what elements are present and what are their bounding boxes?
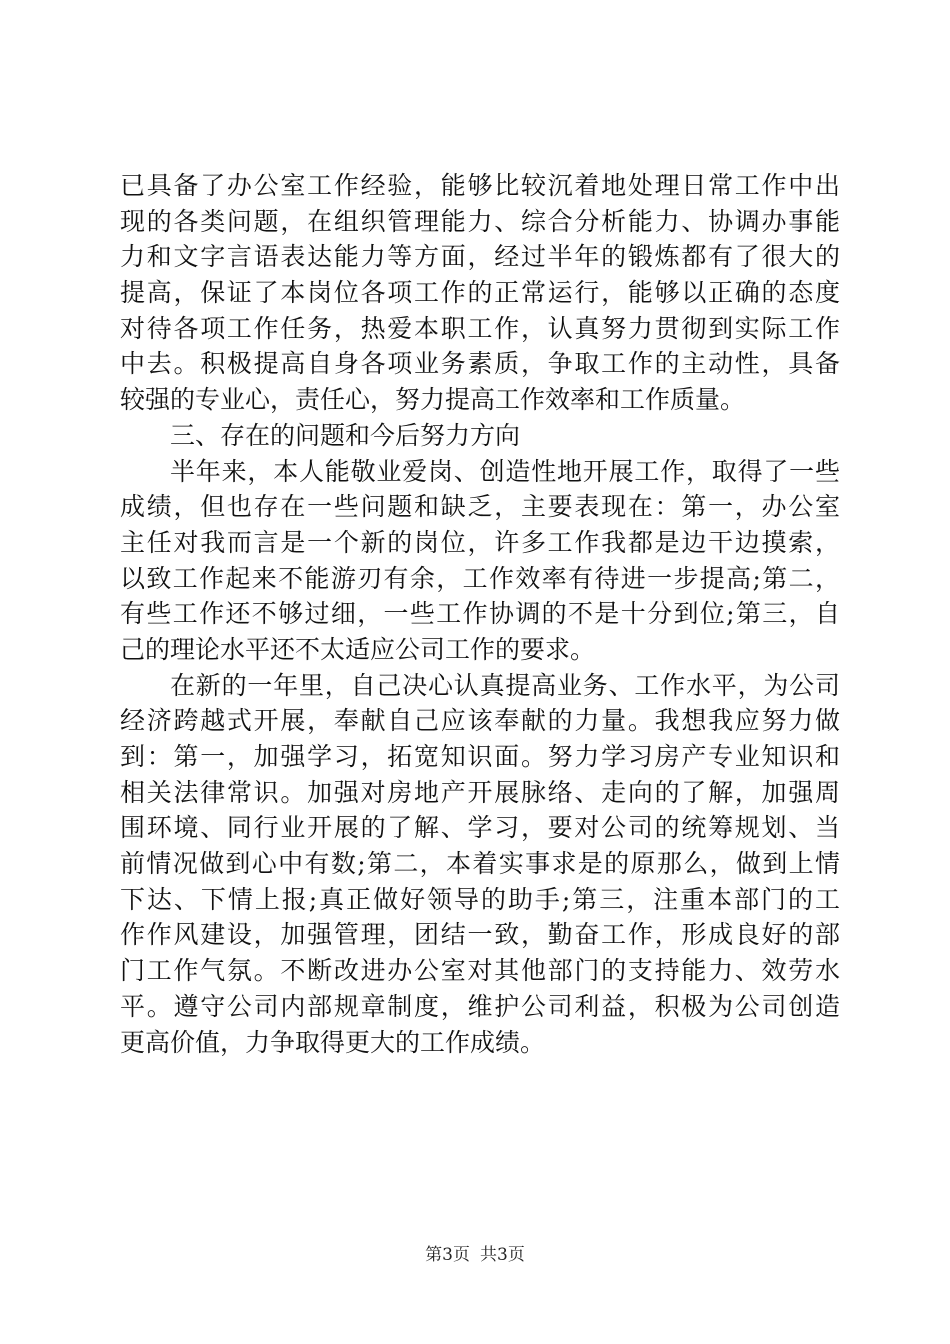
text-line: 以致工作起来不能游刃有余，工作效率有待进一步提高;第二， [120, 563, 840, 593]
text-line: 中去。积极提高自身各项业务素质，争取工作的主动性，具备 [120, 349, 840, 379]
text-line: 作作风建设，加强管理，团结一致，勤奋工作，形成良好的部 [120, 920, 840, 950]
text-line: 门工作气氛。不断改进办公室对其他部门的支持能力、效劳水 [120, 956, 840, 986]
text-line: 在新的一年里，自己决心认真提高业务、工作水平，为公司 [170, 670, 840, 700]
document-body [120, 168, 840, 1060]
text-line: 更高价值，力争取得更大的工作成绩。 [120, 1027, 546, 1057]
text-line: 较强的专业心，责任心，努力提高工作效率和工作质量。 [120, 385, 746, 415]
text-line: 力和文字言语表达能力等方面，经过半年的锻炼都有了很大的 [120, 242, 840, 272]
text-line: 相关法律常识。加强对房地产开展脉络、走向的了解，加强周 [120, 777, 840, 807]
text-line: 平。遵守公司内部规章制度，维护公司利益，积极为公司创造 [120, 991, 840, 1021]
page-footer [0, 1243, 950, 1267]
text-line: 成绩，但也存在一些问题和缺乏，主要表现在：第一，办公室 [120, 492, 840, 522]
text-line: 围环境、同行业开展的了解、学习，要对公司的统筹规划、当 [120, 813, 840, 843]
text-line: 已具备了办公室工作经验，能够比较沉着地处理日常工作中出 [120, 171, 840, 200]
section-heading: 三、存在的问题和今后努力方向 [170, 420, 521, 450]
text-line: 经济跨越式开展，奉献自己应该奉献的力量。我想我应努力做 [120, 706, 840, 736]
text-line: 到：第一，加强学习，拓宽知识面。努力学习房产专业知识和 [120, 742, 840, 771]
text-line: 主任对我而言是一个新的岗位，许多工作我都是边干边摸索， [120, 527, 840, 557]
page-total: 共3页 [480, 1245, 525, 1265]
text-line: 提高，保证了本岗位各项工作的正常运行，能够以正确的态度 [120, 278, 840, 308]
text-line: 对待各项工作任务，热爱本职工作，认真努力贯彻到实际工作 [120, 313, 840, 343]
page-number: 第3页 [425, 1245, 470, 1265]
text-line: 有些工作还不够过细，一些工作协调的不是十分到位;第三，自 [120, 599, 840, 629]
text-line: 半年来，本人能敬业爱岗、创造性地开展工作，取得了一些 [170, 456, 840, 486]
text-line: 前情况做到心中有数;第二，本着实事求是的原那么，做到上情 [120, 849, 840, 879]
text-line: 现的各类问题，在组织管理能力、综合分析能力、协调办事能 [120, 206, 840, 236]
text-line: 下达、下情上报;真正做好领导的助手;第三，注重本部门的工 [120, 884, 840, 914]
text-line: 己的理论水平还不太适应公司工作的要求。 [120, 634, 596, 664]
